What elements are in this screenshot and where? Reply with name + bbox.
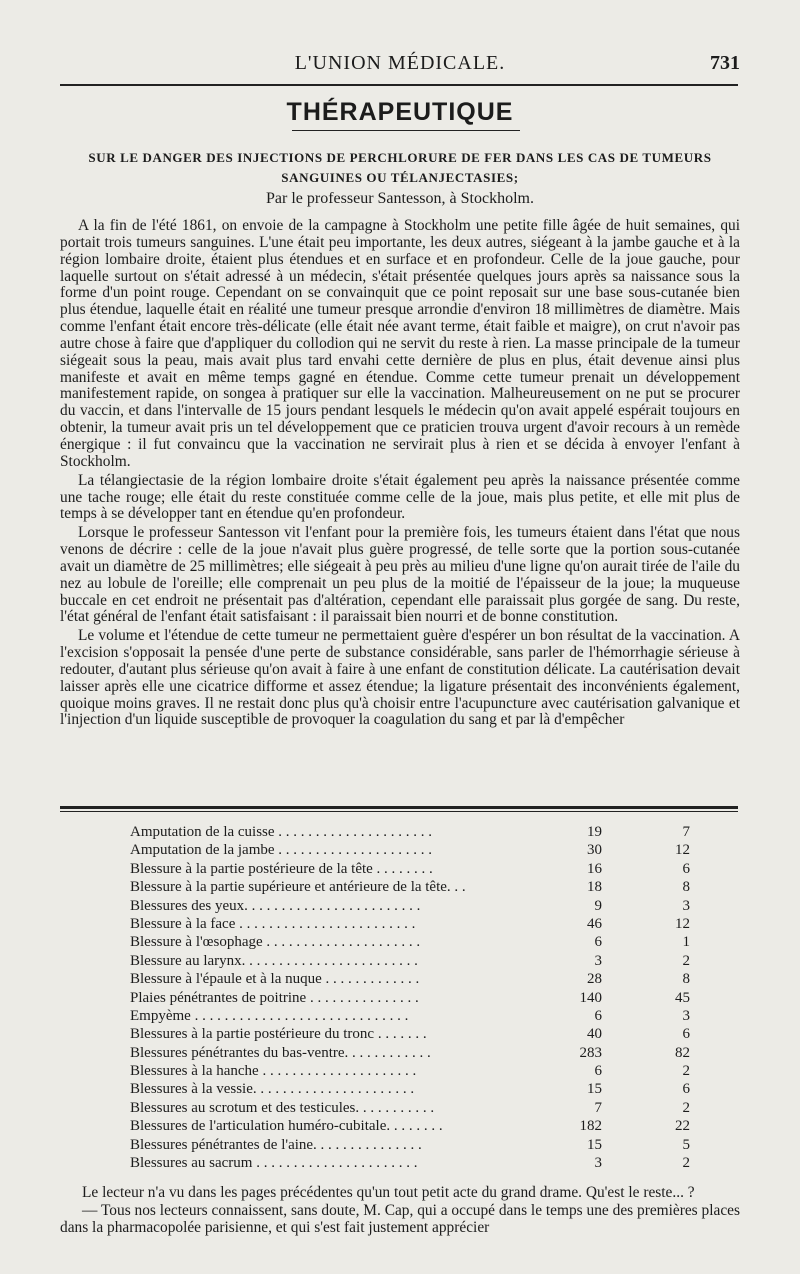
row-label: Blessures des yeux. . . . . . . . . . . . . . . . . . . . . . . . — [130, 897, 421, 914]
table-row — [130, 1100, 690, 1118]
row-value-total: 18 — [587, 879, 602, 896]
row-label: Blessure à la partie postérieure de la tête . . . . . . . . — [130, 860, 433, 877]
table-row — [130, 1063, 690, 1081]
row-value-deaths: 12 — [675, 842, 690, 859]
row-value-total: 283 — [579, 1044, 602, 1061]
row-value-deaths: 3 — [682, 1007, 690, 1024]
row-value-deaths: 7 — [682, 824, 690, 840]
row-label: Amputation de la jambe . . . . . . . . . . . . . . . . . . . . . — [130, 842, 433, 859]
table-row — [130, 842, 690, 860]
row-value-total: 9 — [594, 897, 602, 914]
row-value-deaths: 3 — [682, 897, 690, 914]
row-label: Blessures au scrotum et des testicules. . . . . . . . . . . — [130, 1099, 435, 1116]
row-value-total: 15 — [587, 1081, 602, 1098]
row-value-deaths: 6 — [682, 1026, 690, 1043]
row-value-total: 182 — [579, 1118, 602, 1135]
paragraph: Lorsque le professeur Santesson vit l'enfant pour la première fois, les tumeurs étaient dans l'état que nous venons de décrire : celle de la joue n'avait plus guère progressé, de telle sorte que la portion sous-cutanée avait un diamètre de 25 millimètres; elle siégeait à peu près au milieu d'une ligne qu'on aurait tirée de l'aile du nez au lobule de l'oreille; elle comprenait un peu plus de la moitié de l'épaisseur de la joue; la muqueuse buccale en cet endroit ne présentait pas d'altération, cependant elle paraissait plus gorgée de sang. Du reste, l'état général de l'enfant était satisfaisant : il paraissait bien nourri et de bonne constitution. — [60, 524, 740, 626]
article-body — [60, 218, 740, 729]
table-row — [130, 1137, 690, 1155]
table-row — [130, 990, 690, 1008]
paragraph: La télangiectasie de la région lombaire droite s'était également peu après la naissance présentée comme une tache rouge; elle était du reste constituée comme celle de la joue, mais plus petite, et elle mit plus de temps à se développer tant en étendue qu'en profondeur. — [60, 471, 740, 523]
row-value-deaths: 45 — [675, 989, 690, 1006]
article-title-line-1: SUR LE DANGER DES INJECTIONS DE PERCHLORURE DE FER DANS LES CAS DE TUMEURS — [88, 150, 712, 165]
footer-text — [60, 1184, 740, 1236]
row-value-deaths: 2 — [682, 1063, 690, 1080]
table-row — [130, 1026, 690, 1044]
row-label: Empyème . . . . . . . . . . . . . . . . . . . . . . . . . . . . . — [130, 1007, 409, 1024]
table-row — [130, 1045, 690, 1063]
table-row — [130, 861, 690, 879]
row-value-total: 3 — [594, 1155, 602, 1172]
row-value-total: 140 — [579, 989, 602, 1006]
row-label: Blessures pénétrantes du bas-ventre. . . . . . . . . . . . — [130, 1044, 431, 1061]
row-label: Blessures de l'articulation huméro-cubitale. . . . . . . . — [130, 1118, 443, 1135]
table-row — [130, 934, 690, 952]
row-label: Blessure à l'épaule et à la nuque . . . . . . . . . . . . . — [130, 971, 420, 988]
table-row — [130, 898, 690, 916]
row-value-total: 15 — [587, 1136, 602, 1153]
row-value-total: 46 — [587, 915, 602, 932]
row-value-deaths: 82 — [675, 1044, 690, 1061]
row-value-deaths: 5 — [682, 1136, 690, 1153]
row-value-deaths: 12 — [675, 915, 690, 932]
wound-statistics-table — [130, 824, 690, 1173]
row-value-total: 40 — [587, 1026, 602, 1043]
row-label: Blessure au larynx. . . . . . . . . . . . . . . . . . . . . . . . — [130, 952, 418, 969]
table-row — [130, 1155, 690, 1173]
row-label: Blessures au sacrum . . . . . . . . . . . . . . . . . . . . . . — [130, 1155, 418, 1172]
row-value-total: 28 — [587, 971, 602, 988]
row-value-total: 19 — [587, 824, 602, 840]
row-value-deaths: 1 — [682, 934, 690, 951]
row-label: Blessures à la hanche . . . . . . . . . . . . . . . . . . . . . — [130, 1063, 417, 1080]
table-row — [130, 879, 690, 897]
row-label: Blessure à la face . . . . . . . . . . . . . . . . . . . . . . . . — [130, 915, 416, 932]
row-value-total: 3 — [594, 952, 602, 969]
table-row — [130, 824, 690, 842]
row-value-total: 6 — [594, 934, 602, 951]
row-value-deaths: 2 — [682, 1155, 690, 1172]
row-value-deaths: 6 — [682, 860, 690, 877]
table-row — [130, 971, 690, 989]
table-row — [130, 1081, 690, 1099]
row-label: Blessures pénétrantes de l'aine. . . . . . . . . . . . . . . — [130, 1136, 422, 1153]
row-label: Blessure à l'œsophage . . . . . . . . . . . . . . . . . . . . . — [130, 934, 421, 951]
row-value-total: 30 — [587, 842, 602, 859]
row-label: Blessures à la partie postérieure du tronc . . . . . . . — [130, 1026, 427, 1043]
table-row — [130, 1118, 690, 1136]
header-rule — [60, 84, 738, 86]
row-label: Blessure à la partie supérieure et antérieure de la tête. . . — [130, 879, 466, 896]
journal-title: L'UNION MÉDICALE. — [294, 52, 506, 74]
article-title-line-2: SANGUINES OU TÉLANJECTASIES; — [281, 170, 519, 185]
table-top-rule — [60, 806, 738, 809]
row-label: Plaies pénétrantes de poitrine . . . . . . . . . . . . . . . — [130, 989, 419, 1006]
page-number: 731 — [710, 52, 740, 74]
row-value-total: 7 — [594, 1099, 602, 1116]
row-value-deaths: 8 — [682, 971, 690, 988]
table-row — [130, 1008, 690, 1026]
row-value-deaths: 22 — [675, 1118, 690, 1135]
row-value-total: 6 — [594, 1063, 602, 1080]
table-top-rule-thin — [60, 811, 738, 812]
paragraph: Le lecteur n'a vu dans les pages précédentes qu'un tout petit acte du grand drame. Qu'est le reste... ? — [82, 1184, 695, 1201]
article-title — [60, 148, 740, 188]
section-rule — [292, 130, 520, 131]
row-value-deaths: 6 — [682, 1081, 690, 1098]
paragraph: — Tous nos lecteurs connaissent, sans doute, M. Cap, qui a occupé dans le temps une des premières places dans la pharmacopolée parisienne, et qui s'est fait justement apprécier — [60, 1202, 740, 1236]
running-header — [60, 46, 740, 80]
table-row — [130, 953, 690, 971]
article-byline: Par le professeur Santesson, à Stockholm. — [266, 190, 534, 207]
paragraph: A la fin de l'été 1861, on envoie de la campagne à Stockholm une petite fille âgée de huit semaines, qui portait trois tumeurs sanguines. L'une était peu importante, les deux autres, siégeant à la jambe gauche et à la région lombaire droite, étaient plus étendues et en surface et en profondeur. Celle de la joue gauche, pour laquelle surtout on s'était adressé à un médecin, s'était présentée quelques jours après sa naissance sous la forme d'un point rouge. Cependant on se convainquit que ce point reposait sur une base sous-cutanée bien plus étendue, laquelle était en réalité une tumeur presque arrondie d'environ 18 millimètres de diamètre. Mais comme l'enfant était encore très-délicate (elle était née avant terme, était faible et maigre), on crut n'avoir pas autre chose à faire que d'appliquer du collodion qui ne servit du reste à rien. La masse principale de la tumeur siégeait sous la peau, mais avait plus tard envahi cette dernière de plus en plus, était devenue ainsi plus manifeste et avait en même temps gagné en étendue. Comme cette tumeur prenait un développement manifestement rapide, on songea à pratiquer sur elle la vaccination. Malheureusement on ne put se procurer du vaccin, et dans l'intervalle de 15 jours pendant lesquels le médecin qu'on avait appelé espérait toujours en obtenir, la tumeur avait pris un tel développement que ce praticien trouva urgent d'avoir recours à un remède énergique : il fut convaincu que la vaccination ne servirait plus à rien et se décida à envoyer l'enfant à Stockholm. — [60, 217, 740, 470]
row-value-deaths: 2 — [682, 1099, 690, 1116]
row-value-deaths: 8 — [682, 879, 690, 896]
section-title: THÉRAPEUTIQUE — [286, 98, 514, 126]
row-value-total: 16 — [587, 860, 602, 877]
row-label: Blessures à la vessie. . . . . . . . . . . . . . . . . . . . . . — [130, 1081, 415, 1098]
row-value-total: 6 — [594, 1007, 602, 1024]
row-value-deaths: 2 — [682, 952, 690, 969]
row-label: Amputation de la cuisse . . . . . . . . . . . . . . . . . . . . . — [130, 824, 433, 840]
table-row — [130, 916, 690, 934]
paragraph: Le volume et l'étendue de cette tumeur ne permettaient guère d'espérer un bon résultat de la vaccination. A l'excision s'opposait la pensée d'une perte de substance considérable, sans parler de l'hémorrhagie sérieuse à redouter, d'autant plus sérieuse qu'on avait à faire à une enfant de constitution délicate. La cautérisation devait laisser après elle une cicatrice difforme et assez étendue; la ligature présentait des inconvénients également, quoique moins graves. Il ne restait donc plus qu'à choisir entre l'acupuncture avec cautérisation galvanique et l'injection d'un liquide susceptible de provoquer la coagulation du sang et par là d'empêcher — [60, 627, 740, 729]
